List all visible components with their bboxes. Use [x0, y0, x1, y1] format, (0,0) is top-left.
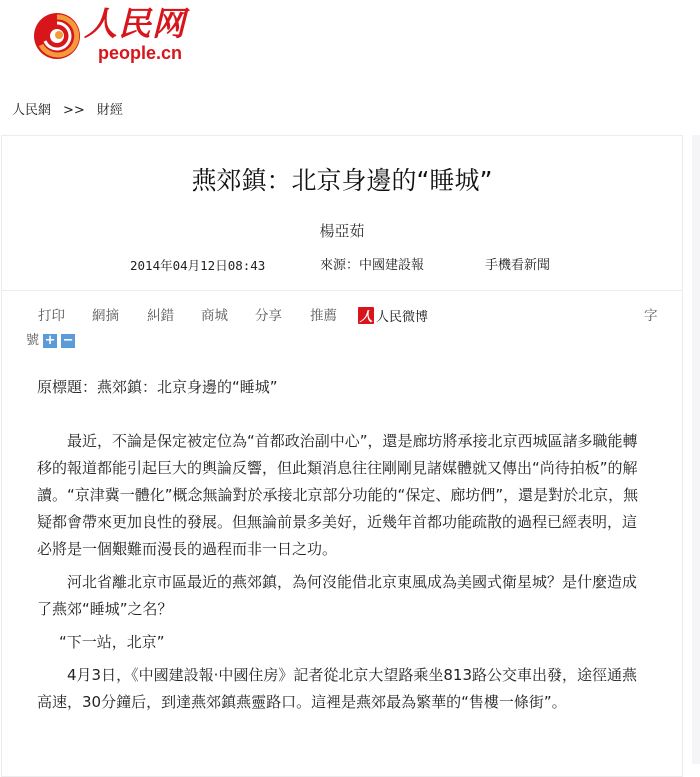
font-size-controls [26, 333, 75, 349]
original-title: 原標題：燕郊鎮：北京身邊的“睡城” [37, 378, 278, 396]
logo-english-text: people.cn [98, 43, 183, 63]
people-weibo-button[interactable] [358, 306, 428, 325]
breadcrumb-section-link[interactable]: 財經 [96, 103, 123, 118]
right-sidebar-strip [692, 135, 700, 764]
share-button[interactable]: 分享 [255, 308, 282, 324]
breadcrumb [12, 102, 123, 120]
article-body [37, 374, 647, 722]
subheading: “下一站，北京” [59, 633, 165, 651]
paragraph: 4月3日，《中國建設報·中國住房》記者從北京大望路乘坐813路公交車出發，途徑通燕高速，30分鐘后，到達燕郊鎮燕靈路口。這裡是燕郊最為繁華的“售樓一條街”。 [37, 666, 637, 711]
article-toolbar [2, 291, 682, 361]
print-button[interactable]: 打印 [38, 308, 65, 324]
recommend-button[interactable]: 推薦 [310, 308, 337, 324]
paragraph: 最近，不論是保定被定位為“首都政治副中心”，還是廊坊將承接北京西城區諸多職能轉移的報道都能引起巨大的輿論反響，但此類消息往往剛剛見諸媒體就又傳出“尚待拍板”的解讀。“京津冀一體化”概念無論對於承接北京部分功能的“保定、廊坊們”，還是對於北京，無疑都會帶來更加良性的發展。但無論前景多美好，近幾年首都功能疏散的過程已經表明，這必將是一個艱難而漫長的過程而非一日之功。 [37, 432, 639, 558]
weibo-logo-icon: 人 [358, 307, 374, 324]
paragraph: 河北省離北京市區最近的燕郊鎮，為何沒能借北京東風成為美國式衛星城？是什麼造成了燕郊“睡城”之名？ [37, 573, 638, 618]
logo-chinese-text: 人民网 [84, 4, 186, 43]
article-title: 燕郊鎮：北京身邊的“睡城” [191, 166, 493, 195]
weibo-label: 人民微博 [376, 310, 429, 325]
shop-button[interactable]: 商城 [201, 308, 228, 324]
article-author: 楊亞茹 [319, 222, 365, 240]
font-decrease-button[interactable]: − [62, 333, 74, 348]
mobile-news-link[interactable]: 手機看新聞 [485, 258, 551, 273]
globe-logo-icon [32, 11, 82, 61]
article-panel [1, 135, 683, 777]
people-cn-logo[interactable] [32, 3, 192, 65]
correction-button[interactable]: 糾錯 [147, 308, 174, 324]
breadcrumb-home-link[interactable]: 人民網 [12, 103, 52, 118]
font-increase-button[interactable]: + [44, 333, 56, 348]
article-datetime: 2014年04月12日08:43 [130, 258, 266, 273]
breadcrumb-separator: >> [63, 103, 85, 118]
article-source: 來源：中國建設報 [320, 258, 425, 273]
bookmark-button[interactable]: 網摘 [92, 308, 119, 324]
article-header [2, 136, 682, 291]
font-size-label-part2: 號 [26, 333, 40, 348]
font-size-label-part1: 字 [644, 308, 658, 324]
